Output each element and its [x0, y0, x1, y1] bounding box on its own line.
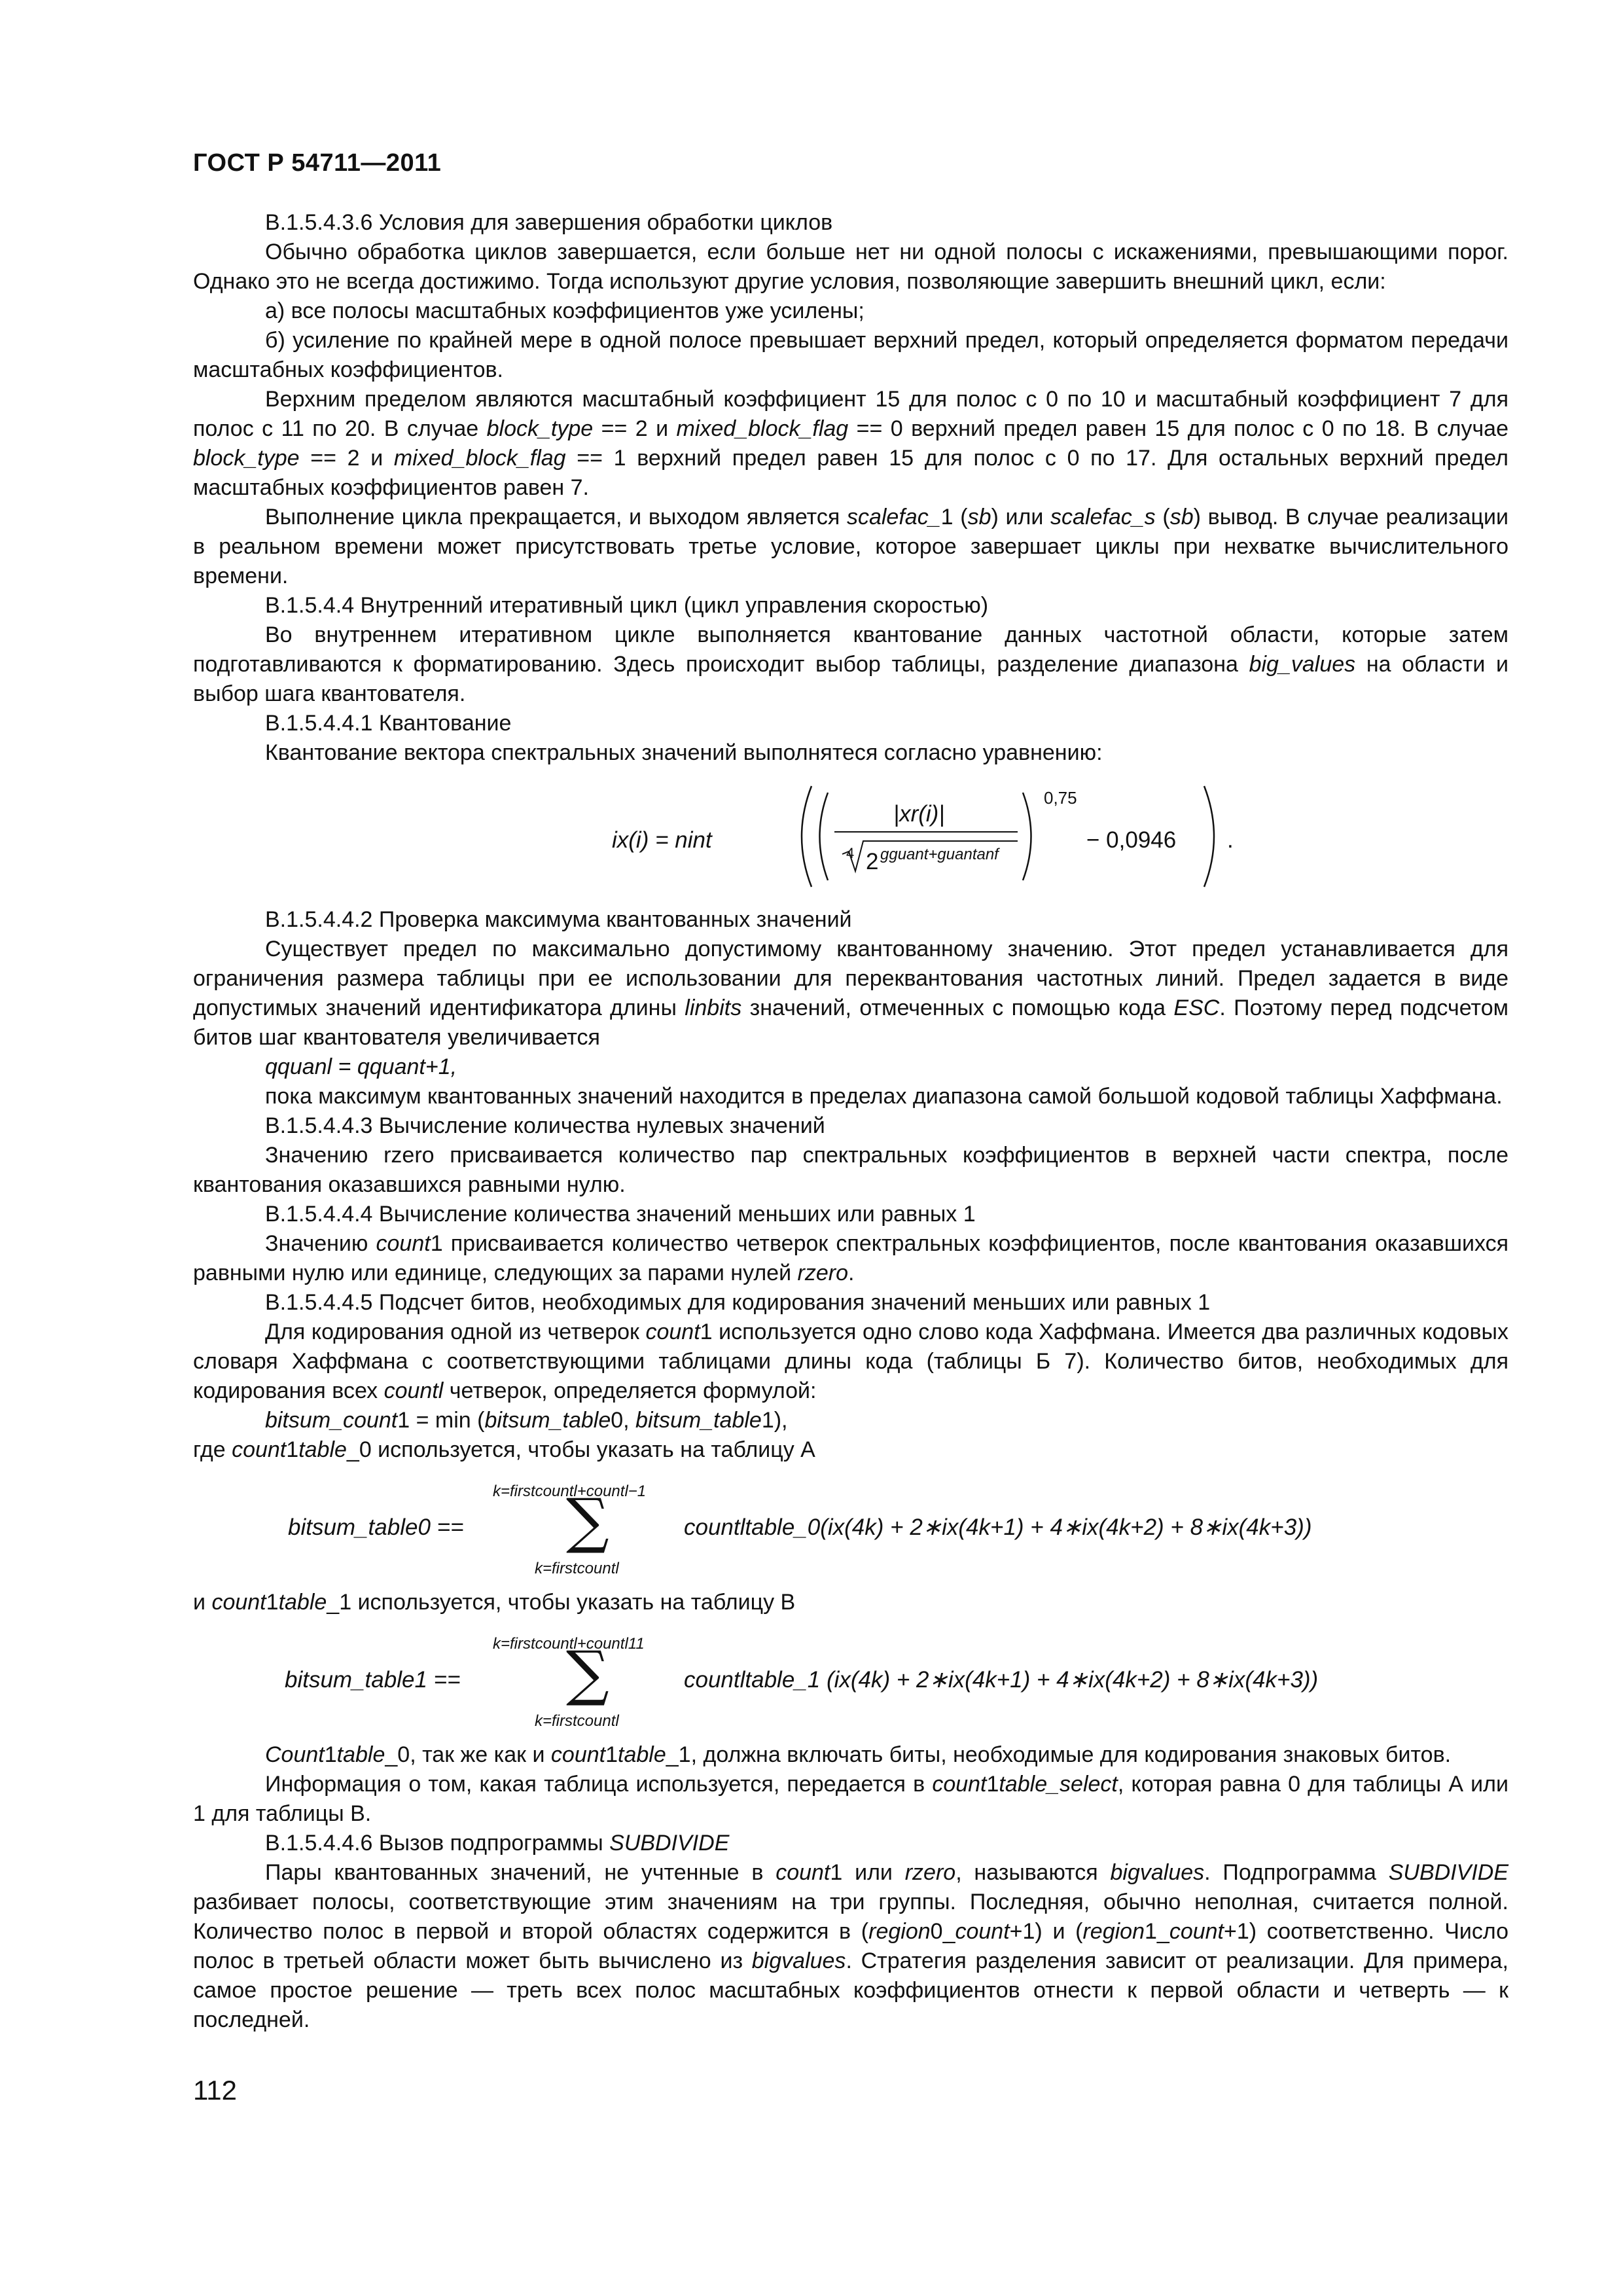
- text-run: 1 или: [830, 1860, 905, 1885]
- section-heading: В.1.5.4.4 Внутренний итеративный цикл (цикл управления скоростью): [265, 593, 989, 618]
- close-paren-inner: [1023, 793, 1031, 880]
- text-run: Выполнение цикла прекращается, и выходом является: [265, 505, 847, 529]
- text-run: _1 используется, чтобы указать на таблицу В: [327, 1590, 796, 1615]
- text-run: linbits: [685, 996, 742, 1020]
- main-content: [193, 208, 1508, 2035]
- section-heading: В.1.5.4.4.5 Подсчет битов, необходимых для кодирования значений меньших или равных 1: [265, 1290, 1211, 1315]
- formula-minus: − 0,0946: [1086, 827, 1177, 853]
- sum-sign: ∑: [566, 1638, 609, 1708]
- formula-numerator: |xr(i)|: [893, 801, 945, 827]
- section-heading: В.1.5.4.4.3 Вычисление количества нулевых значений: [265, 1113, 825, 1138]
- text-run: block_type: [486, 416, 594, 441]
- text-run: == 2 и: [593, 416, 677, 441]
- text-run: SUBDIVIDE: [609, 1831, 730, 1856]
- paragraph: [193, 1740, 1508, 1770]
- formula-body: countltable_0(ix(4k) + 2∗ix(4k+1) + 4∗ix(4k+2) + 8∗ix(4k+3)): [684, 1515, 1312, 1540]
- text-run: scalefac_: [846, 505, 941, 529]
- text-run: count: [232, 1437, 287, 1462]
- text-run: . Подпрограмма: [1204, 1860, 1389, 1885]
- inline-formula: [193, 1052, 1508, 1082]
- text-run: table: [618, 1742, 666, 1767]
- text-run: 0,: [611, 1408, 636, 1433]
- text-run: count: [550, 1742, 606, 1767]
- text-run: 1_: [1144, 1919, 1169, 1944]
- text-run: ) или: [991, 505, 1051, 529]
- text-run: bitsum_table: [484, 1408, 611, 1433]
- open-paren: [802, 786, 812, 887]
- paragraph: [193, 1770, 1508, 1829]
- text-run: _0 используется, чтобы указать на таблицу А: [346, 1437, 815, 1462]
- section-heading: В.1.5.4.3.6 Условия для завершения обработки циклов: [265, 210, 833, 235]
- text-run: Пары квантованных значений, не учтенные в: [265, 1860, 776, 1885]
- text-run: count: [376, 1231, 431, 1256]
- section-heading: В.1.5.4.4.1 Квантование: [265, 711, 512, 736]
- text-run: table: [278, 1590, 327, 1615]
- text-run: 1: [605, 1742, 618, 1767]
- text-run: sb: [967, 505, 991, 529]
- text-run: mixed_block_flag: [393, 446, 566, 471]
- paragraph: [193, 1588, 1508, 1617]
- list-item: б) усиление по крайней мере в одной полосе превышает верхний предел, который определяется форматом передачи масштабных коэффициентов.: [193, 328, 1508, 382]
- paragraph: Значению rzero присваивается количество пар спектральных коэффициентов в верхней части спектра, после квантования оказавшихся равными нулю.: [193, 1143, 1508, 1197]
- text-run: count: [776, 1860, 830, 1885]
- text-run: Информация о том, какая таблица используется, передается в: [265, 1772, 933, 1797]
- formula-body: countltable_1 (ix(4k) + 2∗ix(4k+1) + 4∗ix(4k+2) + 8∗ix(4k+3)): [684, 1667, 1319, 1693]
- text-run: 1: [286, 1437, 299, 1462]
- paragraph: [193, 1318, 1508, 1406]
- text-run: +1) и (: [1009, 1919, 1083, 1944]
- text-run: Верхним пределом являются масштабный коэффициент 15 для полос с 0 по 10 и масштабный коэффициент 7 для полос с 11 по 20. В случае: [193, 387, 1508, 441]
- text-run: , называются: [955, 1860, 1111, 1885]
- text-run: count: [932, 1772, 987, 1797]
- text-run: 1: [266, 1590, 279, 1615]
- text-run: count: [955, 1919, 1010, 1944]
- text-run: rzero: [904, 1860, 956, 1885]
- sum-lower-limit: k=firstcountl: [535, 1560, 619, 1577]
- text-run: на области и выбор шага квантователя.: [193, 652, 1509, 706]
- text-run: block_type: [193, 446, 300, 471]
- sum-upper-limit: k=firstcountl+countl−1: [493, 1482, 647, 1500]
- text-run: Существует предел по максимально допустимому квантованному значению. Этот предел устанавливается для ограничения размера таблицы при ее использовании для переквантования частотных линий. Предел задается в виде допустимых значений идентификатора длины: [193, 937, 1508, 1020]
- text-run: ESC: [1173, 996, 1220, 1020]
- text-run: table: [298, 1437, 347, 1462]
- text-run: 1 = min (: [397, 1408, 485, 1433]
- root-index: 4: [846, 845, 855, 861]
- text-run: . Стратегия разделения зависит от реализации. Для примера, самое простое решение — треть всех полос масштабных коэффициентов отнести к первой области и четверть — к последней.: [193, 1948, 1508, 2032]
- text-run: (: [1155, 505, 1170, 529]
- text-run: == 0 верхний предел равен 15 для полос с 0 по 18. В случае: [848, 416, 1508, 441]
- open-paren-inner: [820, 793, 829, 880]
- formula-lhs: bitsum_table0 ==: [288, 1515, 464, 1540]
- bitsum-table1-formula: [193, 1629, 1508, 1730]
- text-run: rzero: [797, 1261, 848, 1285]
- text-run: значений, отмеченных с помощью кода: [741, 996, 1174, 1020]
- text-run: 1: [324, 1742, 337, 1767]
- text-run: где: [193, 1437, 232, 1462]
- radicand: 2: [866, 849, 879, 874]
- text-run: Для кодирования одной из четверок: [265, 1319, 646, 1344]
- text-run: 1 используется одно слово кода Хаффмана. Имеется два различных кодовых словаря Хаффмана с соответствующими таблицами длины кода (таблицы Б 7). Количество битов, необходимых для кодирования всех: [193, 1319, 1508, 1403]
- text-run: 0_: [930, 1919, 955, 1944]
- text-run: SUBDIVIDE: [1388, 1860, 1509, 1885]
- paragraph: [193, 1858, 1508, 2035]
- paragraph: пока максимум квантованных значений находится в пределах диапазона самой большой кодовой таблицы Хаффмана.: [265, 1084, 1503, 1109]
- text-run: Count: [265, 1742, 325, 1767]
- text-run: . Поэтому перед подсчетом битов шаг квантователя увеличивается: [193, 996, 1508, 1050]
- text-run: bitsum_table: [635, 1408, 762, 1433]
- text-run: 1),: [761, 1408, 788, 1433]
- close-paren: [1204, 786, 1214, 887]
- text-run: В.1.5.4.4.6 Вызов подпрограммы: [265, 1831, 610, 1856]
- text-run: 1 присваивается количество четверок спектральных коэффициентов, после квантования оказавшихся равными нулю или единице, следующих за парами нулей: [193, 1231, 1509, 1285]
- text-run: countl: [383, 1378, 444, 1403]
- formula-power: 0,75: [1044, 788, 1077, 808]
- text-run: == 1 верхний предел равен 15 для полос с 0 по 17. Для остальных верхний предел масштабных коэффициентов равен 7.: [193, 446, 1508, 500]
- text-run: +1) соответственно. Число полос в третьей области может быть вычислено из: [193, 1919, 1509, 1973]
- text-run: Значению: [265, 1231, 376, 1256]
- root-exponent: gguant+guantanf: [880, 846, 999, 863]
- bitsum-table0-formula: [193, 1477, 1508, 1575]
- text-run: table_select: [999, 1772, 1118, 1797]
- paragraph: [193, 385, 1508, 503]
- text-run: _1, должна включать биты, необходимые для кодирования знаковых битов.: [666, 1742, 1452, 1767]
- text-run: big_values: [1249, 652, 1356, 677]
- text-run: bitsum_count: [265, 1408, 398, 1433]
- text-run: 1: [986, 1772, 999, 1797]
- text-run: qquanl = qquant+1,: [265, 1054, 457, 1079]
- quantization-formula: [193, 781, 1508, 892]
- text-run: и: [193, 1590, 212, 1615]
- paragraph: [193, 1435, 1508, 1465]
- section-heading: В.1.5.4.4.2 Проверка максимума квантованных значений: [265, 907, 852, 932]
- text-run: bigvalues: [751, 1948, 846, 1973]
- document-header: ГОСТ Р 54711—2011: [193, 149, 442, 177]
- text-run: count: [645, 1319, 700, 1344]
- text-run: region: [1082, 1919, 1145, 1944]
- text-run: _0, так же как и: [385, 1742, 551, 1767]
- text-run: region: [868, 1919, 931, 1944]
- text-run: count: [1169, 1919, 1224, 1944]
- formula-lhs: ix(i) = nint: [612, 827, 712, 853]
- text-run: sb: [1169, 505, 1194, 529]
- sum-lower-limit: k=firstcountl: [535, 1712, 619, 1730]
- section-heading: [193, 1829, 1508, 1858]
- list-item: а) все полосы масштабных коэффициентов уже усилены;: [265, 298, 865, 323]
- sum-upper-limit: k=firstcountl+countl11: [493, 1635, 645, 1653]
- paragraph: Обычно обработка циклов завершается, если больше нет ни одной полосы с искажениями, превышающими порог. Однако это не всегда достижимо. Тогда используют другие условия, позволяющие завершить внешний цикл, если:: [193, 240, 1508, 294]
- paragraph: [193, 620, 1508, 709]
- paragraph: [193, 935, 1508, 1052]
- text-run: , которая равна 0 для таблицы А или 1 для таблицы В.: [193, 1772, 1509, 1826]
- paragraph: Квантование вектора спектральных значений выполнятеся согласно уравнению:: [265, 740, 1103, 765]
- inline-formula: [193, 1406, 1508, 1435]
- section-heading: В.1.5.4.4.4 Вычисление количества значений меньших или равных 1: [265, 1202, 976, 1227]
- text-run: == 2 и: [299, 446, 394, 471]
- paragraph: [193, 503, 1508, 591]
- text-run: scalefac_s: [1050, 505, 1156, 529]
- text-run: ) вывод. В случае реализации в реальном времени может присутствовать третье условие, которое завершает циклы при нехватке вычислительного времени.: [193, 505, 1508, 588]
- text-run: count: [211, 1590, 266, 1615]
- text-run: разбивает полосы, соответствующие этим значениям на три группы. Последняя, обычно неполная, считается полной. Количество полос в первой и второй областях содержится в (: [193, 1890, 1508, 1944]
- text-run: table: [336, 1742, 385, 1767]
- sum-sign: ∑: [566, 1486, 609, 1556]
- text-run: Во внутреннем итеративном цикле выполняется квантование данных частотной области, которые затем подготавливаются к форматированию. Здесь происходит выбор таблицы, разделение диапазона: [193, 622, 1508, 677]
- paragraph: [193, 1229, 1508, 1288]
- text-run: mixed_block_flag: [676, 416, 849, 441]
- formula-end: .: [1227, 827, 1234, 853]
- page-number: 112: [193, 2075, 237, 2106]
- formula-graphic: [612, 781, 1332, 892]
- text-run: bigvalues: [1110, 1860, 1205, 1885]
- formula-lhs: bitsum_table1 ==: [285, 1667, 461, 1693]
- text-run: 1 (: [940, 505, 968, 529]
- text-run: .: [847, 1261, 855, 1285]
- text-run: четверок, определяется формулой:: [443, 1378, 817, 1403]
